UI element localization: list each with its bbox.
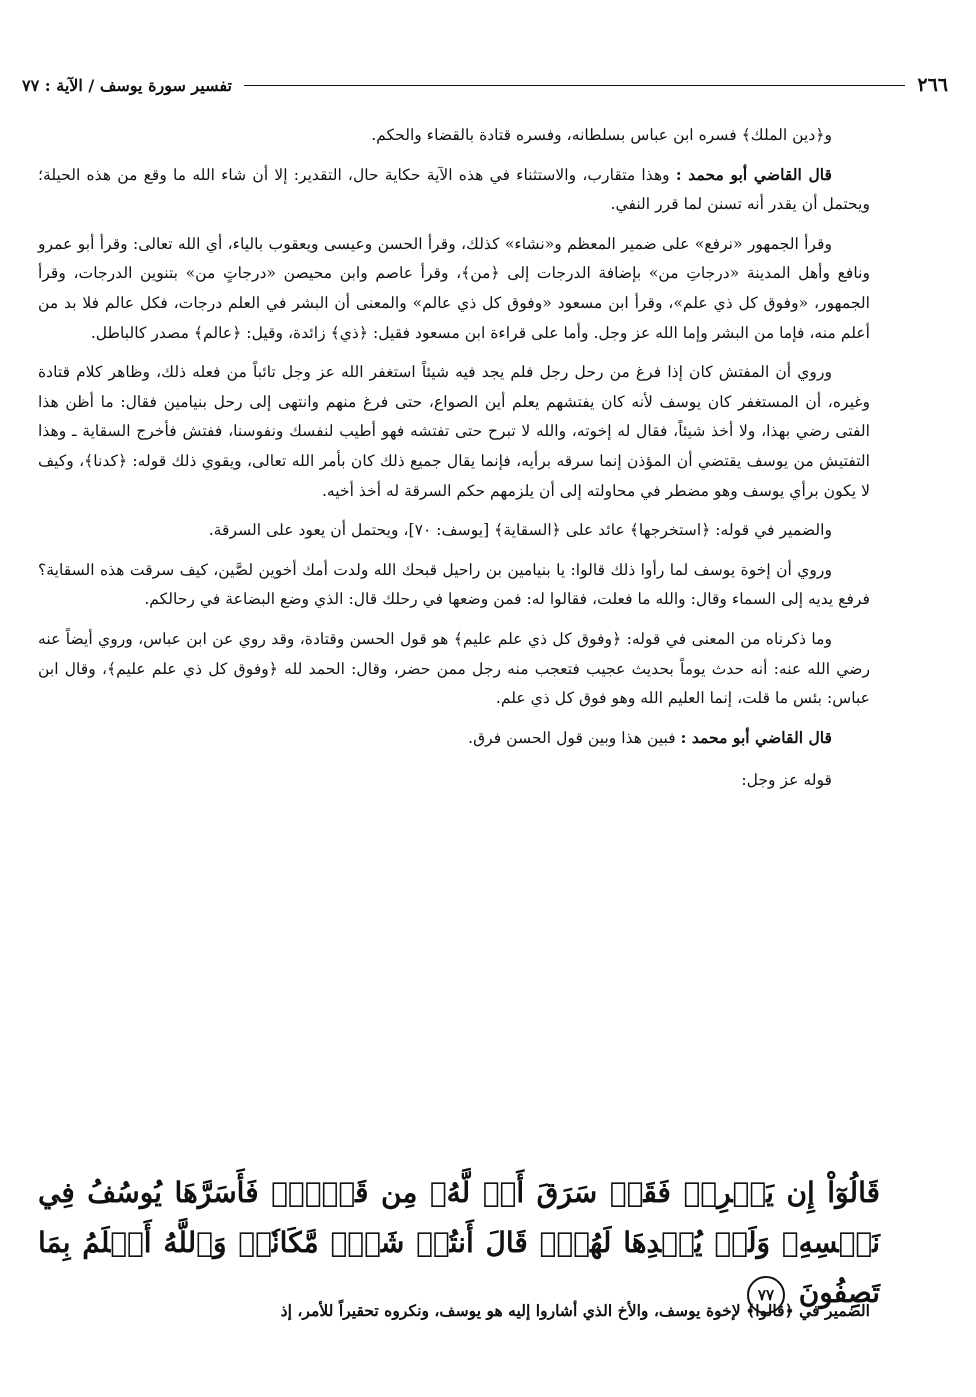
paragraph	[38, 624, 870, 714]
continuation-line: الضمير في ﴿قالوا﴾ لإخوة يوسف، والأخ الذي أشاروا إليه هو يوسف، ونكروه تحقيراً للأمر، إذ	[280, 1301, 870, 1320]
paragraph-text: و﴿دين الملك﴾ فسره ابن عباس بسلطانه، وفسره قتادة بالقضاء والحكم.	[371, 126, 832, 144]
paragraph-text: وقرأ الجمهور «نرفع» على ضمير المعظم و«نشاء» كذلك، وقرأ الحسن وعيسى ويعقوب بالياء، أي الله تعالى: وقرأ أبو عمرو ونافع وأهل المدينة «درجاتِ من» بإضافة الدرجات إلى ﴿من﴾، وقرأ عاصم وابن محيصن «درجاتٍ من» بتنوين الدرجات، وقرأ الجمهور، «وفوق كل ذي علم»، وقرأ ابن مسعود «وفوق كل ذي عالم» والمعنى أن البشر في العلم درجات، فكل عالم فلا بد من أعلم منه، فإما من البشر وإما الله عز وجل. وأما على قراءة ابن مسعود فقيل: ﴿ذي﴾ زائدة، وقيل: ﴿عالم﴾ مصدر كالباطل.	[38, 234, 870, 342]
paragraph	[38, 229, 870, 348]
commentary-body	[38, 120, 870, 805]
paragraph-text: وروي أن المفتش كان إذا فرغ من رحل رجل فلم يجد فيه شيئاً استغفر الله عز وجل تائباً من فعله ذلك، وظاهر كلام قتادة وغيره، أن المستغفر كان يوسف لأنه كان يفتشهم يعلم أين الصواع، حتى فرغ منهم وانتهى إلى رحل بنيامين فقال: ما أظن هذا الفتى رضي بهذا، ولا أخذ شيئاً، فقال له إخوته، والله لا تبرح حتى تفتشه فهو أطيب لنفسك ونفوسنا، ففتش فأخرج السقاية ـ وهذا التفتيش من يوسف يقتضي أن المؤذن إنما سرقه برأيه، فإنما يقال جميع ذلك كان بأمر الله تعالى، ويقوي ذلك قوله: ﴿كدنا﴾، وكيف لا يكون برأي يوسف وهو مضطر في محاولته إلى أن يلزمهم حكم السرقة له أخذ أخيه.	[38, 363, 870, 500]
ayah-number-icon: ٧٧	[747, 1276, 785, 1314]
paragraph-label: قال القاضي أبو محمد :	[675, 164, 832, 184]
paragraph-text: وروي أن إخوة يوسف لما رأوا ذلك قالوا: يا بنيامين بن راحيل قبحك الله ولدت أمك أخوين لصَّين، كيف سرقت هذه السقاية؟ فرفع يديه إلى السماء وقال: والله ما فعلت، فقالوا له: فمن وضعها في رحلك قال: الذي وضع البضاعة في رحالكم.	[38, 560, 870, 609]
paragraph	[38, 357, 870, 506]
page-number: ٢٦٦	[917, 74, 948, 96]
paragraph-text: فبين هذا وبين قول الحسن فرق.	[468, 728, 681, 747]
header-rule	[244, 84, 905, 86]
verse-text: قَالُوٓاْ إِن يَسۡرِقۡ فَقَدۡ سَرَقَ أَخٞ لَّهُۥ مِن قَبۡلُۚ فَأَسَرَّهَا يُوسُفُ فِي نَفۡسِهِۦ وَلَمۡ يُبۡدِهَا لَهُمۡۚ قَالَ أَنتُمۡ شَرّٞ مَّكَانٗاۖ وَٱللَّهُ أَعۡلَمُ بِمَا تَصِفُونَ	[38, 1176, 880, 1309]
paragraph-text: والضمير في قوله: ﴿استخرجها﴾ عائد على ﴿السقاية﴾ [يوسف: ٧٠]، ويحتمل أن يعود على السرقة.	[208, 521, 832, 540]
paragraph-text: قوله عز وجل:	[741, 771, 832, 790]
paragraph	[38, 765, 870, 796]
paragraph	[38, 723, 870, 754]
paragraph	[38, 515, 870, 546]
running-title: تفسير سورة يوسف / الآية : ٧٧	[22, 75, 232, 95]
page-header	[22, 68, 948, 102]
paragraph	[38, 555, 870, 615]
paragraph	[38, 160, 870, 220]
paragraph-label: قال القاضي أبو محمد :	[680, 727, 832, 747]
paragraph-text: وما ذكرناه من المعنى في قوله: ﴿وفوق كل ذي علم عليم﴾ هو قول الحسن وقتادة، وقد روي عن ابن عباس، وروي أيضاً عنه رضي الله عنه: أنه حدث يوماً بحديث عجيب فتعجب منه رجل ممن حضر، وقال: الحمد لله ﴿وفوق كل ذي علم عليم﴾، وقال ابن عباس: بئس ما قلت، إنما العليم الله وهو فوق كل ذي علم.	[38, 629, 870, 708]
paragraph	[38, 120, 870, 151]
paragraph-text: وهذا متقارب، والاستثناء في هذه الآية حكاية حال، التقدير: إلا أن شاء الله ما وقع من هذه الحيلة؛ ويحتمل أن يقدر أنه تسنن لما قرر النفي.	[38, 165, 870, 214]
